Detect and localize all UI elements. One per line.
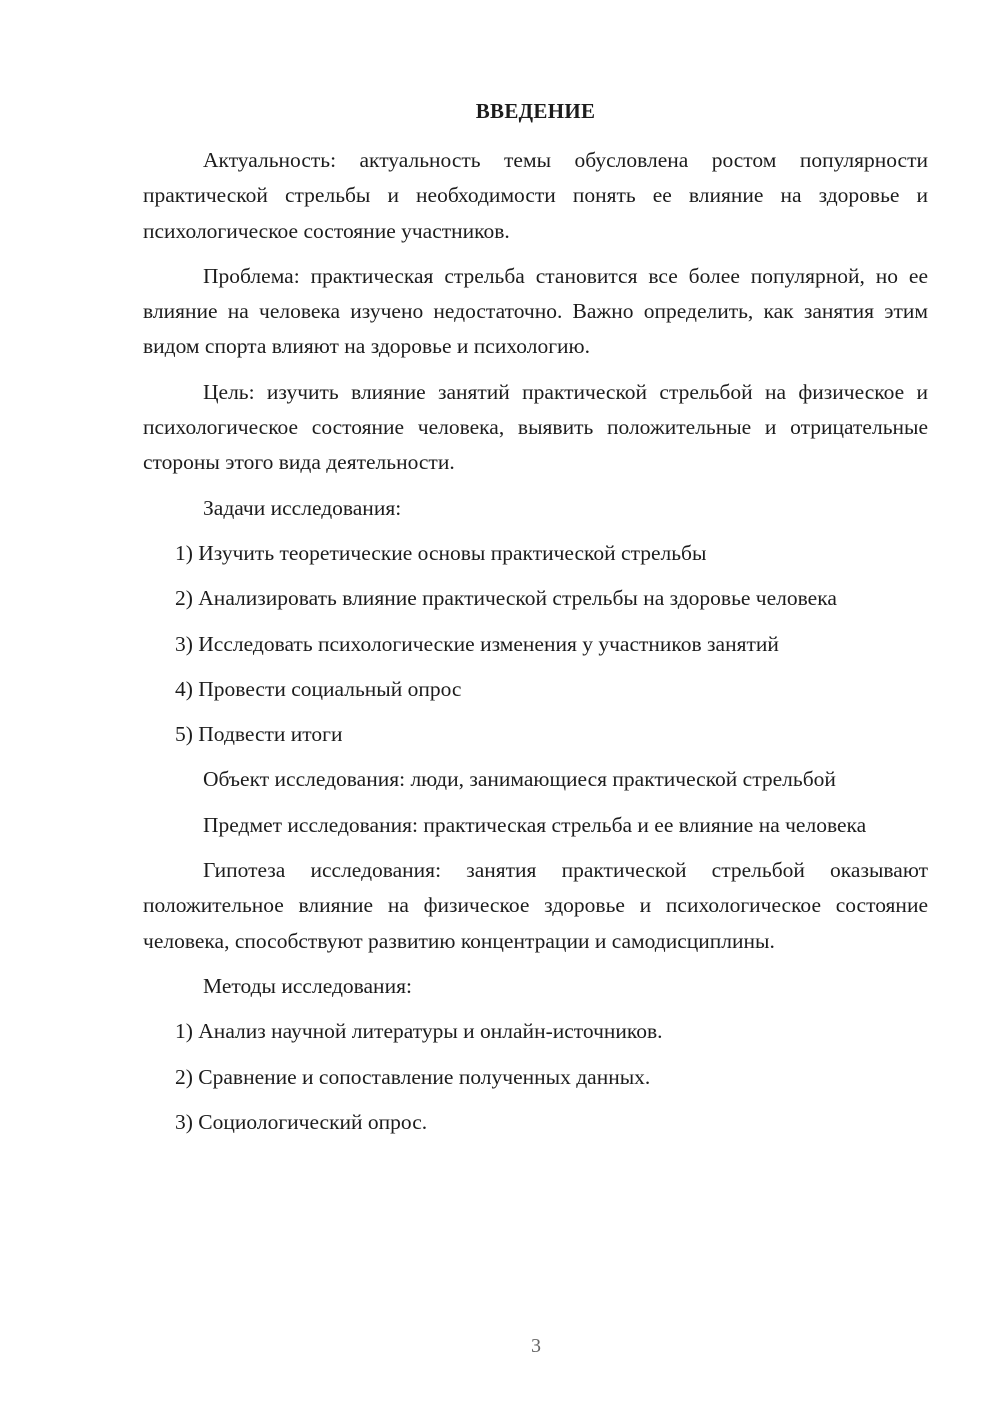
relevance-paragraph: Актуальность: актуальность темы обусловлена ростом популярности практической стрельбы и необходимости понять ее влияние на здоровье и психологическое состояние участников. [143,148,928,243]
methods-heading: Методы исследования: [203,973,412,998]
task-item: 4) Провести социальный опрос [175,676,462,701]
method-item: 2) Сравнение и сопоставление полученных данных. [175,1064,651,1089]
object-paragraph: Объект исследования: люди, занимающиеся практической стрельбой [203,767,836,792]
section-title: ВВЕДЕНИЕ [475,99,596,123]
hypothesis-paragraph: Гипотеза исследования: занятия практической стрельбой оказывают положительное влияние на физическое здоровье и психологическое состояние человека, способствуют развитию концентрации и самодисциплины. [143,858,928,953]
tasks-heading: Задачи исследования: [203,495,402,520]
task-item: 3) Исследовать психологические изменения у участников занятий [175,631,779,656]
method-item: 3) Социологический опрос. [175,1109,428,1134]
task-item: 1) Изучить теоретические основы практической стрельбы [175,540,707,565]
problem-paragraph: Проблема: практическая стрельба становится все более популярной, но ее влияние на человека изучено недостаточно. Важно определить, как занятия этим видом спорта влияют на здоровье и психологию. [143,263,928,359]
method-item: 1) Анализ научной литературы и онлайн-источников. [175,1019,663,1044]
task-item: 5) Подвести итоги [175,722,343,747]
document-body [143,143,928,1140]
goal-paragraph: Цель: изучить влияние занятий практической стрельбой на физическое и психологическое состояние человека, выявить положительные и отрицательные стороны этого вида деятельности. [143,379,928,475]
subject-paragraph: Предмет исследования: практическая стрельба и ее влияние на человека [203,812,867,837]
task-item: 2) Анализировать влияние практической стрельбы на здоровье человека [175,586,837,611]
page-number: 3 [531,1335,541,1357]
